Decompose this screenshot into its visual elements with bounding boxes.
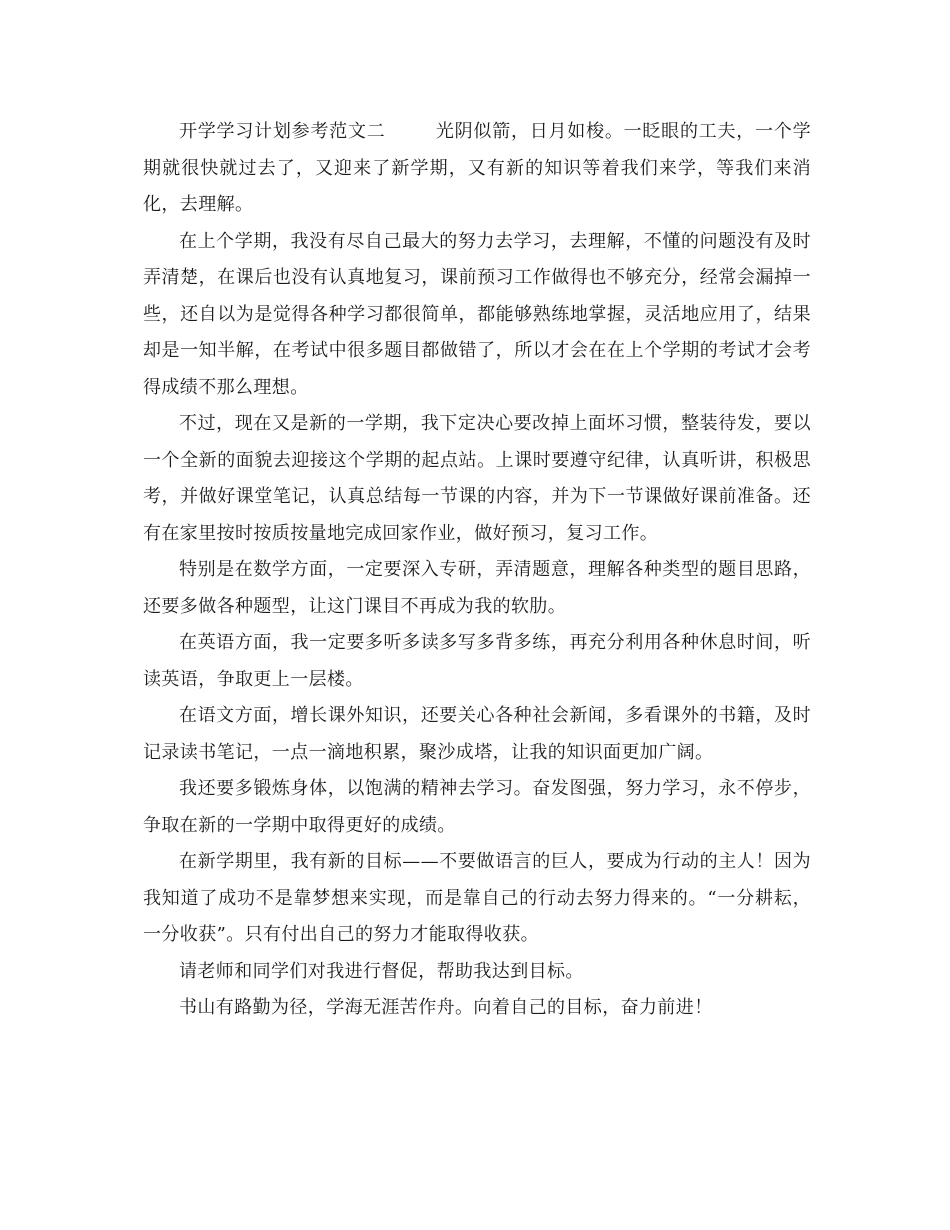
paragraph-5: 在英语方面，我一定要多听多读多写多背多练，再充分利用各种休息时间，听读英语，争取更上一层楼。 [143,632,811,690]
paragraph-1 [143,114,811,224]
paragraph-2: 在上个学期，我没有尽自己最大的努力去学习，去理解，不懂的问题没有及时弄清楚，在课后也没有认真地复习，课前预习工作做得也不够充分，经常会漏掉一些，还自以为是觉得各种学习都很简单，都能够熟练地掌握，灵活地应用了，结果却是一知半解，在考试中很多题目都做错了，所以才会在在上个学期的考试才会考得成绩不那么理想。 [143,230,811,398]
document-title: 开学学习计划参考范文二 [179,121,386,142]
paragraph-8: 在新学期里，我有新的目标——不要做语言的巨人，要成为行动的主人！因为我知道了成功不是靠梦想来实现，而是靠自己的行动去努力得来的。“一分耕耘，一分收获”。只有付出自己的努力才能取得收获。 [143,851,811,945]
document-body [143,114,811,1027]
paragraph-9: 请老师和同学们对我进行督促，帮助我达到目标。 [179,960,584,982]
paragraph-1-text: 光阴似箭，日月如梭。一眨眼的工夫，一个学期就很快就过去了，又迎来了新学期，又有新的知识等着我们来学，等我们来消化，去理解。 [143,121,811,215]
paragraph-7: 我还要多锻炼身体，以饱满的精神去学习。奋发图强，努力学习，永不停步，争取在新的一学期中取得更好的成绩。 [143,778,811,836]
paragraph-4: 特别是在数学方面，一定要深入专研，弄清题意，理解各种类型的题目思路，还要多做各种题型，让这门课目不再成为我的软肋。 [143,559,811,617]
paragraph-3: 不过，现在又是新的一学期，我下定决心要改掉上面坏习惯，整装待发，要以一个全新的面貌去迎接这个学期的起点站。上课时要遵守纪律，认真听讲，积极思考，并做好课堂笔记，认真总结每一节课的内容，并为下一节课做好课前准备。还有在家里按时按质按量地完成回家作业，做好预习，复习工作。 [143,413,811,544]
paragraph-6: 在语文方面，增长课外知识，还要关心各种社会新闻，多看课外的书籍，及时记录读书笔记，一点一滴地积累，聚沙成塔，让我的知识面更加广阔。 [143,705,811,763]
paragraph-10: 书山有路勤为径，学海无涯苦作舟。向着自己的目标，奋力前进！ [179,997,713,1018]
